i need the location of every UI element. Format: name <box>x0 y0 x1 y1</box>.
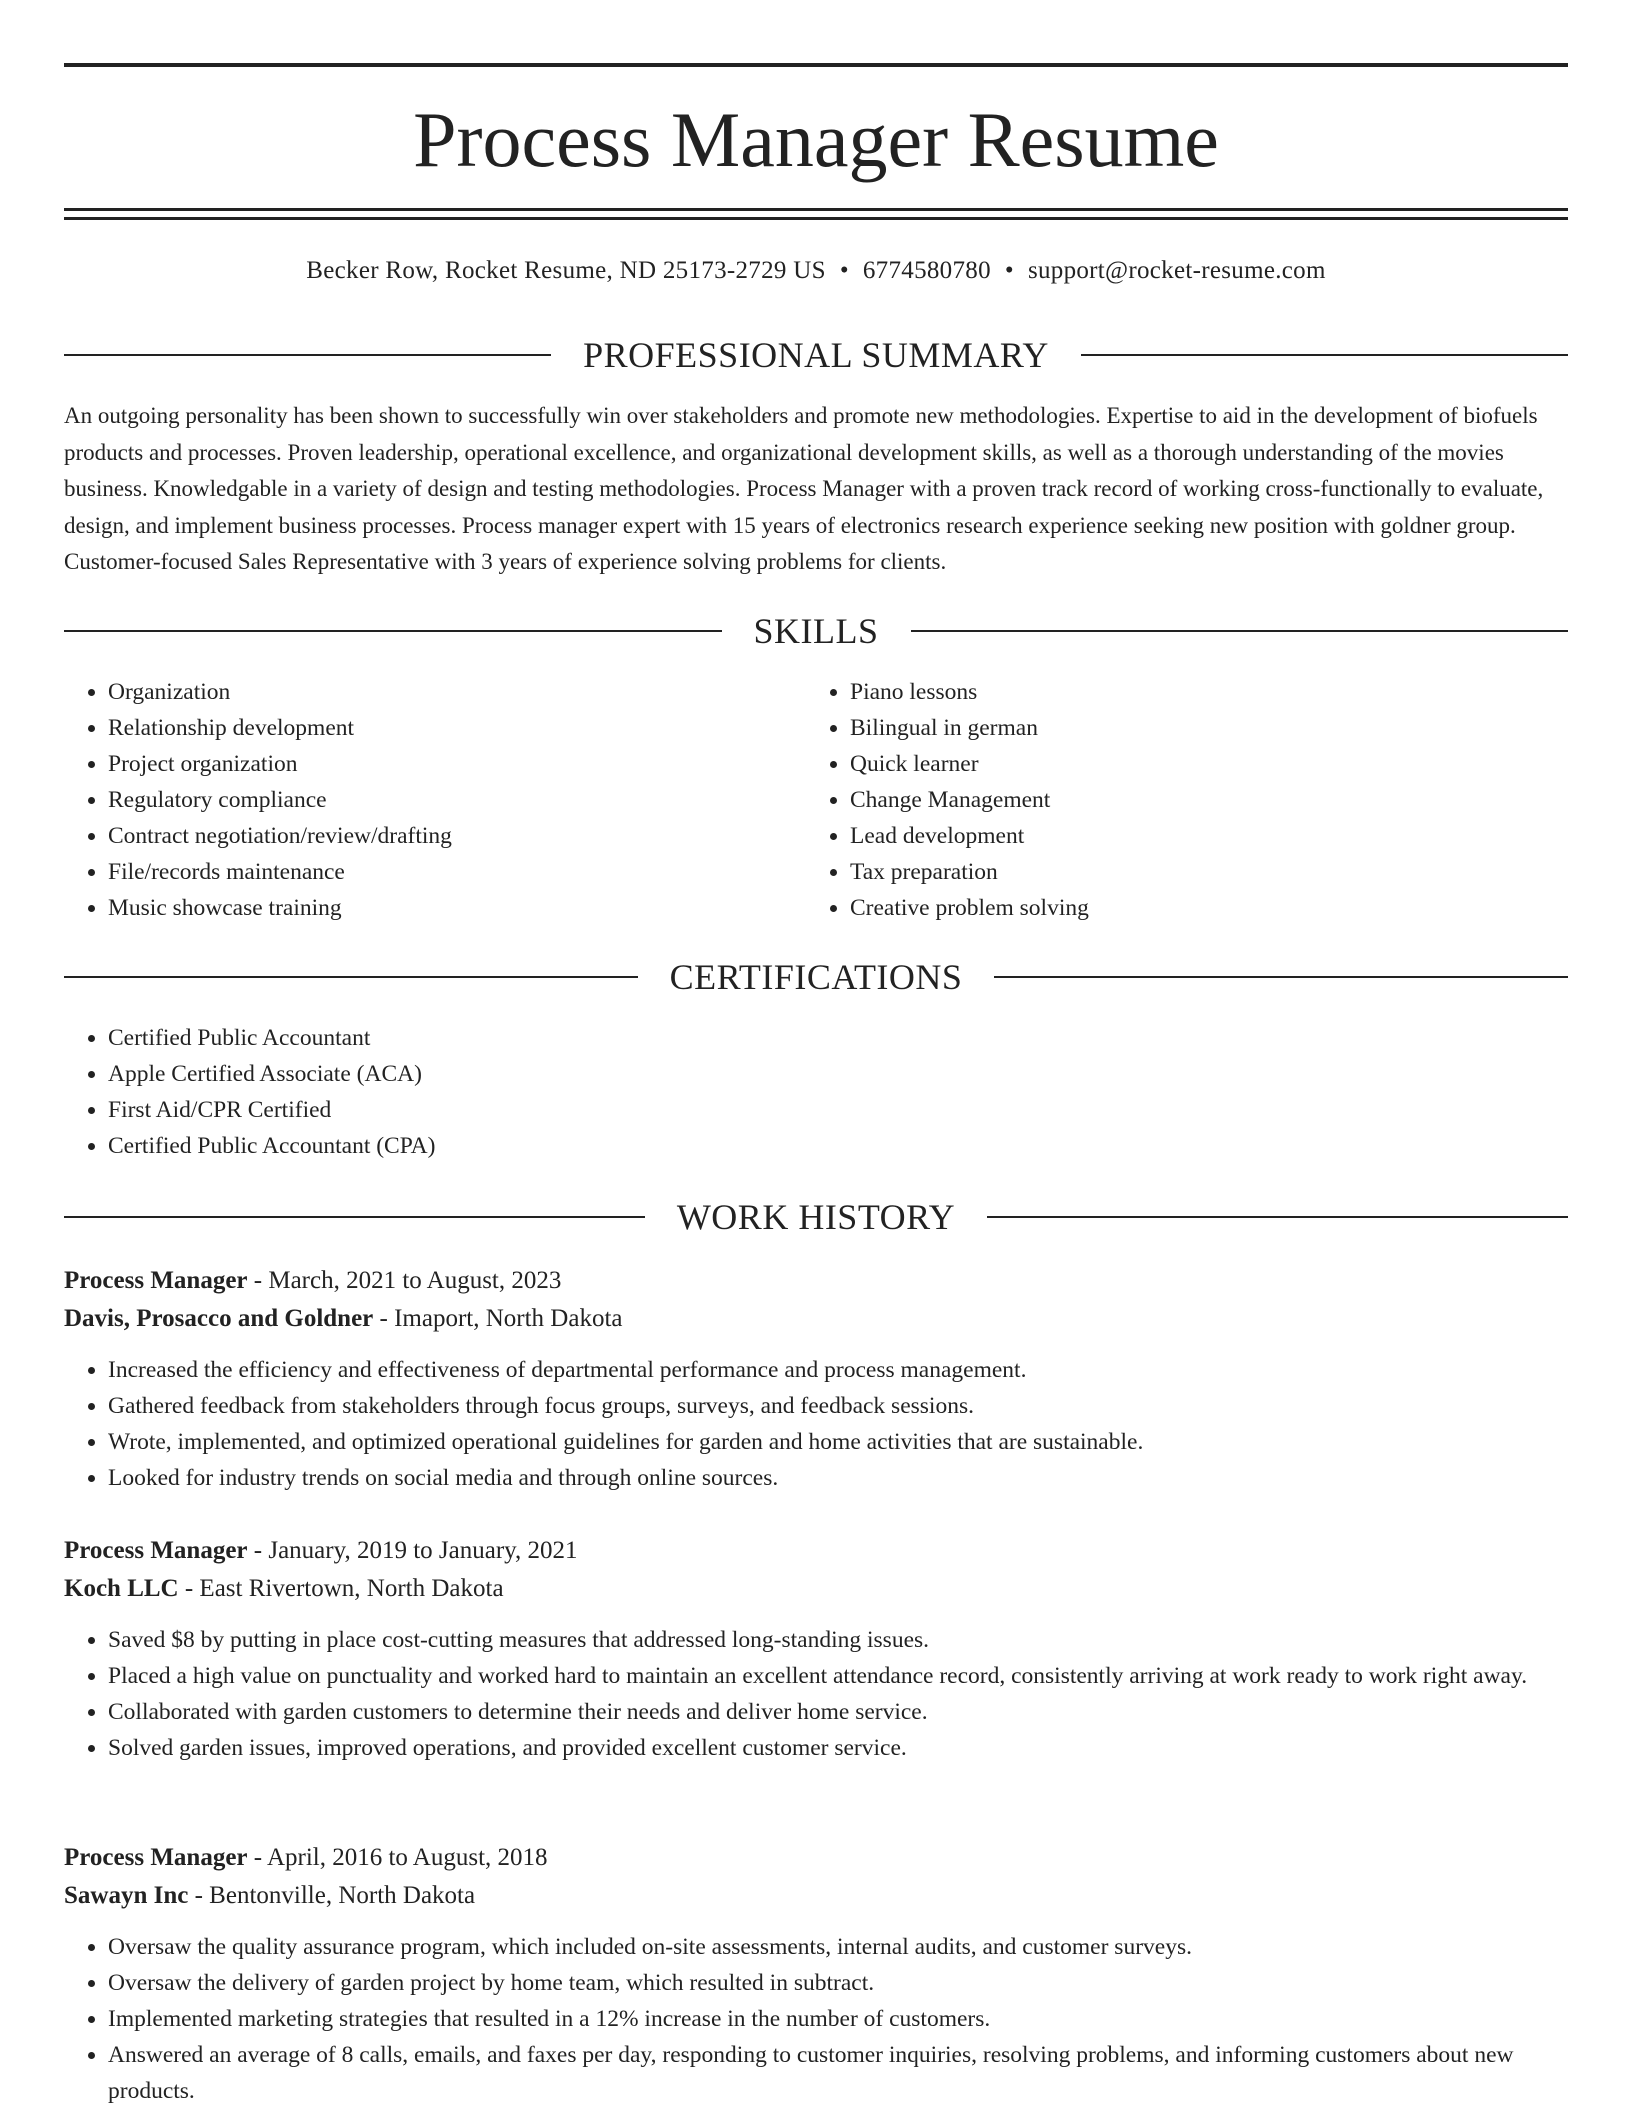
section-rule <box>64 354 551 356</box>
section-rule <box>911 630 1569 632</box>
section-header-work-history <box>64 1195 1568 1239</box>
job-company: Koch LLC <box>64 1575 179 1602</box>
skill-item: • Relationship development <box>108 710 764 746</box>
job-bullet: • Looked for industry trends on social media and through online sources. <box>108 1460 1568 1496</box>
job-dates: - March, 2021 to August, 2023 <box>247 1267 562 1294</box>
contact-address: Becker Row, Rocket Resume, ND 25173-2729 US <box>306 257 826 284</box>
job-bullets <box>64 1352 1568 1496</box>
job-bullet: • Solved garden issues, improved operations, and provided excellent customer service. <box>108 1730 1568 1766</box>
section-title-summary: PROFESSIONAL SUMMARY <box>583 335 1049 375</box>
skill-item: • Quick learner <box>850 746 1506 782</box>
certifications-list <box>64 1020 1064 1164</box>
job-bullet: • Increased the efficiency and effectiveness of departmental performance and process management. <box>108 1352 1568 1388</box>
job-bullet: • Saved $8 by putting in place cost-cutting measures that addressed long-standing issues. <box>108 1622 1568 1658</box>
skills-list-right <box>806 674 1506 926</box>
job-title: Process Manager <box>64 1844 248 1871</box>
certification-item: • Certified Public Accountant (CPA) <box>108 1128 1064 1164</box>
job-company: Davis, Prosacco and Goldner <box>64 1305 374 1332</box>
job-location: - Imaport, North Dakota <box>373 1305 623 1332</box>
section-header-skills <box>64 609 1568 653</box>
skill-item: • Piano lessons <box>850 674 1506 710</box>
section-rule <box>64 630 722 632</box>
section-rule <box>1081 354 1568 356</box>
skill-item: • Regulatory compliance <box>108 782 764 818</box>
skill-item: • Bilingual in german <box>850 710 1506 746</box>
contact-line <box>64 254 1568 288</box>
section-rule <box>64 1216 645 1218</box>
contact-separator: • <box>1004 257 1014 284</box>
section-rule <box>64 976 638 978</box>
job-bullet: • Oversaw the delivery of garden project by home team, which resulted in subtract. <box>108 1965 1568 2001</box>
job-bullet: • Gathered feedback from stakeholders through focus groups, surveys, and feedback sessions. <box>108 1388 1568 1424</box>
skill-item: • Creative problem solving <box>850 890 1506 926</box>
contact-separator: • <box>839 257 849 284</box>
skill-item: • File/records maintenance <box>108 854 764 890</box>
contact-phone: 6774580780 <box>862 257 991 284</box>
job-location: - Bentonville, North Dakota <box>188 1882 476 1909</box>
section-rule <box>994 976 1568 978</box>
skill-item: • Tax preparation <box>850 854 1506 890</box>
section-title-work-history: WORK HISTORY <box>676 1197 956 1237</box>
job-bullet: • Collaborated with garden customers to determine their needs and deliver home service. <box>108 1694 1568 1730</box>
section-header-summary <box>64 333 1568 377</box>
skill-item: • Lead development <box>850 818 1506 854</box>
page-title: Process Manager Resume <box>413 96 1219 183</box>
job-dates: - January, 2019 to January, 2021 <box>247 1537 578 1564</box>
skill-item: • Contract negotiation/review/drafting <box>108 818 764 854</box>
certification-item: • Apple Certified Associate (ACA) <box>108 1056 1064 1092</box>
job-entry <box>64 1839 1568 2109</box>
job-entry <box>64 1532 1568 1766</box>
job-bullets <box>64 1622 1568 1766</box>
job-title: Process Manager <box>64 1267 248 1294</box>
job-company-line <box>64 1570 1568 1608</box>
contact-email: support@rocket-resume.com <box>1027 257 1326 284</box>
job-bullet: • Wrote, implemented, and optimized operational guidelines for garden and home activities that are sustainable. <box>108 1424 1568 1460</box>
job-bullet: • Answered an average of 8 calls, emails, and faxes per day, responding to customer inquiries, resolving problems, and informing customers about new products. <box>108 2037 1568 2109</box>
title-double-rule <box>64 208 1568 220</box>
job-company: Sawayn Inc <box>64 1882 189 1909</box>
job-title-line <box>64 1839 1568 1877</box>
job-company-line <box>64 1877 1568 1915</box>
skills-column-right <box>806 674 1506 926</box>
summary-text: An outgoing personality has been shown to successfully win over stakeholders and promote new methodologies. Expertise to aid in the development of biofuels products and processes. Proven leadership, operational excellence, and organizational development skills, as well as a thorough understanding of the movies business. Knowledgable in a variety of design and testing methodologies. Process Manager with a proven track record of working cross-functionally to evaluate, design, and implement business processes. Process manager expert with 15 years of electronics research experience seeking new position with goldner group. Customer-focused Sales Representative with 3 years of experience solving problems for clients. <box>64 403 1544 574</box>
certification-item: • First Aid/CPR Certified <box>108 1092 1064 1128</box>
skill-item: • Organization <box>108 674 764 710</box>
job-bullets <box>64 1929 1568 2109</box>
job-title: Process Manager <box>64 1537 248 1564</box>
skills-list-left <box>64 674 764 926</box>
skill-item: • Change Management <box>850 782 1506 818</box>
skills-column-left <box>64 674 764 926</box>
job-bullet: • Oversaw the quality assurance program, which included on-site assessments, internal audits, and customer surveys. <box>108 1929 1568 1965</box>
section-title-skills: SKILLS <box>753 611 879 651</box>
job-bullet: • Implemented marketing strategies that resulted in a 12% increase in the number of customers. <box>108 2001 1568 2037</box>
job-title-line <box>64 1532 1568 1570</box>
section-rule <box>987 1216 1568 1218</box>
job-company-line <box>64 1300 1568 1338</box>
job-dates: - April, 2016 to August, 2018 <box>247 1844 548 1871</box>
skill-item: • Music showcase training <box>108 890 764 926</box>
skill-item: • Project organization <box>108 746 764 782</box>
job-entry <box>64 1262 1568 1496</box>
certification-item: • Certified Public Accountant <box>108 1020 1064 1056</box>
job-title-line <box>64 1262 1568 1300</box>
certifications-block <box>64 1020 1064 1164</box>
job-bullet: • Placed a high value on punctuality and worked hard to maintain an excellent attendance record, consistently arriving at work ready to work right away. <box>108 1658 1568 1694</box>
job-location: - East Rivertown, North Dakota <box>178 1575 504 1602</box>
section-title-certifications: CERTIFICATIONS <box>669 957 963 997</box>
top-rule <box>64 63 1568 67</box>
section-header-certifications <box>64 955 1568 999</box>
